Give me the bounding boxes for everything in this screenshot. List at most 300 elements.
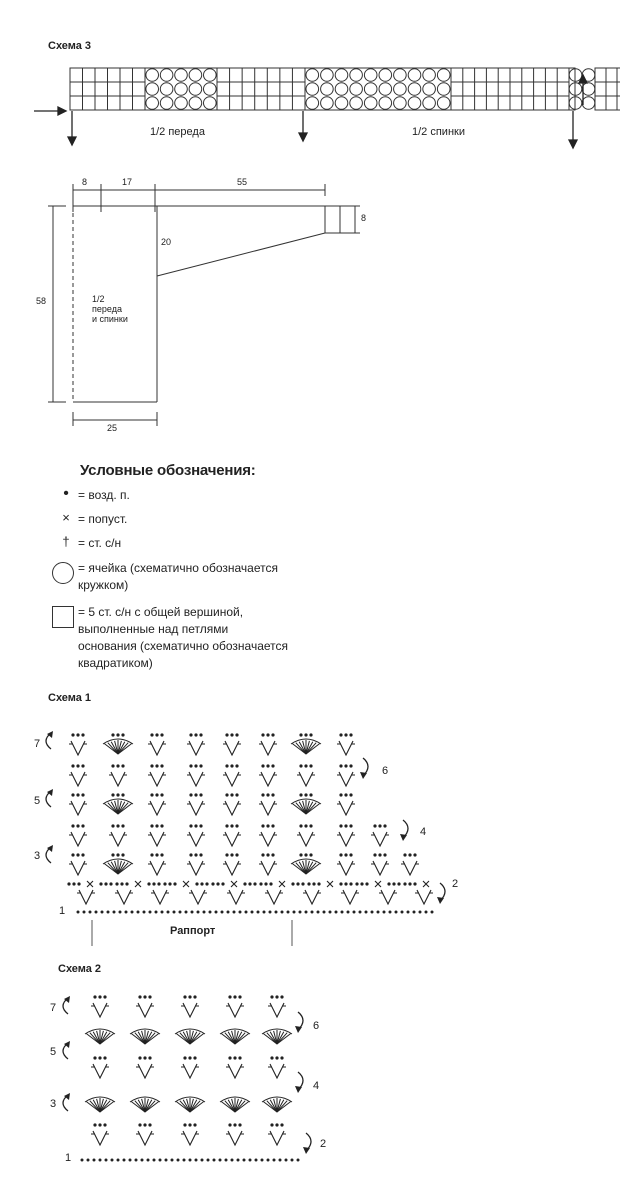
chain-dot-icon bbox=[304, 793, 307, 796]
chain-dot-icon bbox=[159, 1159, 162, 1162]
chain-dot-icon bbox=[155, 853, 158, 856]
mesh-cell-icon bbox=[175, 97, 188, 110]
chain-dot-icon bbox=[147, 1159, 150, 1162]
chain-dot-icon bbox=[143, 911, 146, 914]
chain-dot-icon bbox=[365, 911, 368, 914]
v-stitch-icon bbox=[111, 832, 125, 846]
chain-dot-icon bbox=[221, 882, 224, 885]
chain-dot-icon bbox=[205, 882, 208, 885]
mesh-cell-icon bbox=[189, 69, 202, 82]
chain-dot-icon bbox=[98, 1123, 101, 1126]
chain-dot-icon bbox=[401, 911, 404, 914]
scheme1-row-5: 5 bbox=[34, 795, 41, 807]
cluster-block bbox=[217, 68, 305, 110]
chain-dot-icon bbox=[230, 793, 233, 796]
chain-dot-icon bbox=[266, 793, 269, 796]
mesh-cell-icon bbox=[379, 83, 392, 96]
chain-dot-icon bbox=[309, 733, 312, 736]
chain-dot-icon bbox=[230, 733, 233, 736]
chain-dot-icon bbox=[111, 764, 114, 767]
chain-dot-icon bbox=[297, 1159, 300, 1162]
chain-dot-icon bbox=[378, 824, 381, 827]
mesh-cell-icon bbox=[146, 97, 159, 110]
chain-dot-icon bbox=[188, 1123, 191, 1126]
chain-dot-icon bbox=[344, 853, 347, 856]
chain-dot-icon bbox=[281, 911, 284, 914]
chain-dot-icon bbox=[150, 733, 153, 736]
chain-dot-icon bbox=[209, 911, 212, 914]
chain-dot-icon bbox=[219, 1159, 222, 1162]
chain-dot-icon bbox=[225, 764, 228, 767]
chain-dot-icon bbox=[273, 1159, 276, 1162]
chain-dot-icon bbox=[261, 733, 264, 736]
chain-dot-icon bbox=[249, 1159, 252, 1162]
chain-dot-icon bbox=[99, 1159, 102, 1162]
chain-dot-icon bbox=[360, 882, 363, 885]
chain-dot-icon bbox=[113, 911, 116, 914]
v-stitch-icon bbox=[150, 861, 164, 875]
chain-dot-icon bbox=[239, 911, 242, 914]
chain-dot-icon bbox=[408, 882, 411, 885]
scheme3-arrows bbox=[34, 75, 587, 148]
chain-dot-icon bbox=[183, 1056, 186, 1059]
dim-width: 25 bbox=[107, 423, 118, 433]
cross-icon bbox=[279, 881, 285, 887]
chain-dot-icon bbox=[77, 911, 80, 914]
chain-dot-icon bbox=[304, 733, 307, 736]
chain-dot-icon bbox=[116, 793, 119, 796]
legend-title: Условные обозначения: bbox=[80, 462, 256, 479]
chain-dot-icon bbox=[155, 733, 158, 736]
mesh-cell-icon bbox=[350, 83, 363, 96]
chain-dot-icon bbox=[261, 793, 264, 796]
v-stitch-icon bbox=[228, 1064, 242, 1078]
chain-dot-icon bbox=[233, 995, 236, 998]
chain-dot-icon bbox=[160, 824, 163, 827]
chain-dot-icon bbox=[235, 764, 238, 767]
chain-dot-icon bbox=[199, 733, 202, 736]
chain-dot-icon bbox=[269, 882, 272, 885]
chain-dot-icon bbox=[173, 911, 176, 914]
dim-top-1: 8 bbox=[82, 177, 88, 187]
chain-dot-icon bbox=[275, 911, 278, 914]
chain-dot-icon bbox=[425, 911, 428, 914]
chain-dot-icon bbox=[76, 764, 79, 767]
chain-dot-icon bbox=[120, 882, 123, 885]
chain-dot-icon bbox=[291, 1159, 294, 1162]
scheme1-chart bbox=[46, 731, 445, 946]
square-icon bbox=[52, 606, 74, 628]
v-stitch-icon bbox=[270, 1003, 284, 1017]
v-stitch-icon bbox=[93, 1064, 107, 1078]
v-stitch-icon bbox=[150, 801, 164, 815]
chain-dot-icon bbox=[119, 911, 122, 914]
scheme1-row-4: 4 bbox=[420, 826, 427, 838]
chain-dot-icon bbox=[155, 911, 158, 914]
chain-dot-icon bbox=[168, 882, 171, 885]
chain-dot-icon bbox=[267, 1159, 270, 1162]
arrow-down-icon bbox=[299, 133, 307, 141]
mesh-cell-icon bbox=[423, 97, 436, 110]
chain-dot-icon bbox=[194, 793, 197, 796]
mesh-cell-icon bbox=[379, 69, 392, 82]
chain-dot-icon bbox=[261, 824, 264, 827]
mesh-cell-icon bbox=[204, 69, 217, 82]
v-stitch-icon bbox=[225, 832, 239, 846]
arrow-down-icon bbox=[68, 137, 76, 145]
chain-dot-icon bbox=[152, 882, 155, 885]
scheme3-title: Схема 3 bbox=[48, 40, 92, 52]
chain-dot-icon bbox=[339, 882, 342, 885]
chain-dot-icon bbox=[261, 853, 264, 856]
chain-dot-icon bbox=[305, 911, 308, 914]
v-stitch-icon bbox=[183, 1003, 197, 1017]
chain-dot-icon bbox=[225, 733, 228, 736]
chain-dot-icon bbox=[275, 1056, 278, 1059]
chain-dot-icon bbox=[377, 911, 380, 914]
v-stitch-icon bbox=[225, 741, 239, 755]
chain-dot-icon bbox=[359, 911, 362, 914]
chain-dot-icon bbox=[227, 911, 230, 914]
chain-dot-icon bbox=[148, 995, 151, 998]
chain-dot-icon bbox=[150, 824, 153, 827]
chain-dot-icon bbox=[257, 911, 260, 914]
mesh-cell-icon bbox=[423, 83, 436, 96]
repeat-label: Раппорт bbox=[170, 925, 216, 937]
v-stitch-icon bbox=[150, 832, 164, 846]
chain-dot-icon bbox=[81, 764, 84, 767]
chain-dot-icon bbox=[116, 764, 119, 767]
dim-height: 58 bbox=[36, 296, 47, 306]
chain-dot-icon bbox=[233, 911, 236, 914]
cross-icon bbox=[135, 881, 141, 887]
chain-dot-icon bbox=[143, 1056, 146, 1059]
mesh-cell-icon bbox=[423, 69, 436, 82]
v-stitch-icon bbox=[339, 801, 353, 815]
v-stitch-icon bbox=[138, 1003, 152, 1017]
chain-dot-icon bbox=[143, 995, 146, 998]
chain-dot-icon bbox=[299, 764, 302, 767]
mesh-cell-icon bbox=[175, 83, 188, 96]
chain-dot-icon bbox=[304, 764, 307, 767]
mesh-cell-icon bbox=[437, 69, 450, 82]
chain-dot-icon bbox=[77, 882, 80, 885]
v-stitch-icon bbox=[343, 890, 357, 904]
v-stitch-icon bbox=[111, 772, 125, 786]
v-stitch-icon bbox=[299, 772, 313, 786]
chain-dot-icon bbox=[83, 911, 86, 914]
chain-dot-icon bbox=[189, 733, 192, 736]
chain-dot-icon bbox=[235, 824, 238, 827]
chain-dot-icon bbox=[201, 1159, 204, 1162]
chain-dot-icon bbox=[148, 1123, 151, 1126]
chain-dot-icon bbox=[383, 853, 386, 856]
v-stitch-icon bbox=[138, 1131, 152, 1145]
chain-dot-icon bbox=[389, 911, 392, 914]
chain-dot-icon bbox=[339, 853, 342, 856]
scheme2-row-2: 2 bbox=[320, 1138, 327, 1150]
dot-icon: • bbox=[63, 485, 69, 502]
chain-dot-icon bbox=[199, 793, 202, 796]
chain-dot-icon bbox=[339, 824, 342, 827]
chain-dot-icon bbox=[419, 911, 422, 914]
chain-dot-icon bbox=[225, 793, 228, 796]
scheme1-title: Схема 1 bbox=[48, 692, 92, 704]
chain-dot-icon bbox=[115, 882, 118, 885]
chain-dot-icon bbox=[263, 911, 266, 914]
chain-dot-icon bbox=[189, 824, 192, 827]
dim-sleeve: 20 bbox=[161, 237, 172, 247]
chain-dot-icon bbox=[93, 1123, 96, 1126]
cluster-block bbox=[595, 68, 620, 110]
chain-dot-icon bbox=[230, 764, 233, 767]
chain-dot-icon bbox=[413, 853, 416, 856]
mesh-cell-icon bbox=[582, 97, 595, 110]
chain-dot-icon bbox=[387, 882, 390, 885]
scheme2-chart bbox=[63, 995, 311, 1161]
chain-dot-icon bbox=[71, 764, 74, 767]
mesh-cell-icon bbox=[408, 83, 421, 96]
chain-dot-icon bbox=[261, 764, 264, 767]
v-stitch-icon bbox=[71, 772, 85, 786]
chain-dot-icon bbox=[383, 911, 386, 914]
chain-dot-icon bbox=[280, 995, 283, 998]
chain-dot-icon bbox=[149, 911, 152, 914]
chain-dot-icon bbox=[228, 1056, 231, 1059]
scheme2-row-4: 4 bbox=[313, 1080, 320, 1092]
v-stitch-icon bbox=[138, 1064, 152, 1078]
chain-dot-icon bbox=[101, 911, 104, 914]
chain-dot-icon bbox=[138, 1056, 141, 1059]
chain-dot-icon bbox=[138, 1123, 141, 1126]
chain-dot-icon bbox=[373, 853, 376, 856]
cross-icon bbox=[87, 881, 93, 887]
chain-dot-icon bbox=[93, 1056, 96, 1059]
scheme2-row-5: 5 bbox=[50, 1046, 57, 1058]
v-stitch-icon bbox=[261, 861, 275, 875]
chain-dot-icon bbox=[81, 1159, 84, 1162]
chain-dot-icon bbox=[93, 1159, 96, 1162]
chain-dot-icon bbox=[189, 853, 192, 856]
chain-dot-icon bbox=[317, 911, 320, 914]
chain-dot-icon bbox=[245, 911, 248, 914]
chain-dot-icon bbox=[215, 911, 218, 914]
v-stitch-icon bbox=[228, 1003, 242, 1017]
chain-dot-icon bbox=[183, 995, 186, 998]
chain-dot-icon bbox=[179, 911, 182, 914]
mesh-cell-icon bbox=[335, 83, 348, 96]
chain-dot-icon bbox=[233, 1056, 236, 1059]
chain-dot-icon bbox=[150, 853, 153, 856]
chain-dot-icon bbox=[177, 1159, 180, 1162]
chain-dot-icon bbox=[238, 1056, 241, 1059]
chain-dot-icon bbox=[193, 995, 196, 998]
scheme2-row-1: 1 bbox=[65, 1152, 72, 1164]
piece-label: 1/2 переда и спинки bbox=[92, 294, 128, 324]
v-stitch-icon bbox=[261, 832, 275, 846]
chain-dot-icon bbox=[365, 882, 368, 885]
arrow-right-icon bbox=[58, 107, 66, 115]
mesh-cell-icon bbox=[335, 69, 348, 82]
chain-dot-icon bbox=[237, 1159, 240, 1162]
cross-icon bbox=[231, 881, 237, 887]
chain-dot-icon bbox=[275, 995, 278, 998]
chain-dot-icon bbox=[248, 882, 251, 885]
dim-right: 8 bbox=[361, 213, 367, 223]
chain-dot-icon bbox=[253, 882, 256, 885]
chain-dot-icon bbox=[228, 1123, 231, 1126]
chain-dot-icon bbox=[103, 1123, 106, 1126]
cross-icon bbox=[183, 881, 189, 887]
scheme1-row-1: 1 bbox=[59, 905, 66, 917]
chain-dot-icon bbox=[194, 764, 197, 767]
chain-dot-icon bbox=[349, 882, 352, 885]
chain-dot-icon bbox=[299, 824, 302, 827]
v-stitch-icon bbox=[373, 832, 387, 846]
chain-dot-icon bbox=[189, 764, 192, 767]
chain-dot-icon bbox=[194, 733, 197, 736]
scheme1-row-3: 3 bbox=[34, 850, 41, 862]
chain-dot-icon bbox=[255, 1159, 258, 1162]
mesh-cell-icon bbox=[364, 69, 377, 82]
scheme1-row-2: 2 bbox=[452, 878, 459, 890]
mesh-cell-icon bbox=[321, 69, 334, 82]
chain-dot-icon bbox=[76, 733, 79, 736]
v-stitch-icon bbox=[117, 890, 131, 904]
chain-dot-icon bbox=[221, 911, 224, 914]
mesh-cell-icon bbox=[175, 69, 188, 82]
chain-dot-icon bbox=[299, 853, 302, 856]
chain-dot-icon bbox=[349, 764, 352, 767]
chain-dot-icon bbox=[116, 853, 119, 856]
chain-dot-icon bbox=[413, 882, 416, 885]
chain-dot-icon bbox=[225, 1159, 228, 1162]
chain-dot-icon bbox=[189, 1159, 192, 1162]
chain-dot-icon bbox=[155, 824, 158, 827]
mesh-cell-icon bbox=[335, 97, 348, 110]
chain-dot-icon bbox=[129, 1159, 132, 1162]
chain-dot-icon bbox=[131, 911, 134, 914]
chain-dot-icon bbox=[349, 853, 352, 856]
chain-dot-icon bbox=[161, 911, 164, 914]
chain-dot-icon bbox=[160, 853, 163, 856]
chain-dot-icon bbox=[230, 824, 233, 827]
chain-dot-icon bbox=[271, 793, 274, 796]
v-stitch-icon bbox=[150, 772, 164, 786]
chain-dot-icon bbox=[99, 882, 102, 885]
chain-dot-icon bbox=[188, 995, 191, 998]
v-stitch-icon bbox=[339, 832, 353, 846]
chain-dot-icon bbox=[407, 911, 410, 914]
mesh-cell-icon bbox=[364, 83, 377, 96]
chain-dot-icon bbox=[323, 911, 326, 914]
mesh-cell-icon bbox=[582, 83, 595, 96]
chain-dot-icon bbox=[371, 911, 374, 914]
chain-dot-icon bbox=[266, 824, 269, 827]
v-stitch-icon bbox=[71, 861, 85, 875]
chain-dot-icon bbox=[148, 1056, 151, 1059]
mesh-cell-icon bbox=[379, 97, 392, 110]
v-stitch-icon bbox=[339, 772, 353, 786]
chain-dot-icon bbox=[339, 793, 342, 796]
v-stitch-icon bbox=[189, 861, 203, 875]
chain-dot-icon bbox=[121, 733, 124, 736]
chain-dot-icon bbox=[344, 764, 347, 767]
cross-icon: × bbox=[62, 510, 70, 525]
chain-dot-icon bbox=[216, 882, 219, 885]
mesh-cell-icon bbox=[160, 97, 173, 110]
chain-dot-icon bbox=[81, 793, 84, 796]
chain-dot-icon bbox=[279, 1159, 282, 1162]
v-stitch-icon bbox=[403, 861, 417, 875]
chain-dot-icon bbox=[309, 853, 312, 856]
chain-dot-icon bbox=[93, 995, 96, 998]
chain-dot-icon bbox=[299, 911, 302, 914]
chain-dot-icon bbox=[121, 853, 124, 856]
chain-dot-icon bbox=[71, 733, 74, 736]
v-stitch-icon bbox=[189, 772, 203, 786]
chain-dot-icon bbox=[349, 733, 352, 736]
chain-dot-icon bbox=[230, 853, 233, 856]
chain-dot-icon bbox=[291, 882, 294, 885]
chain-dot-icon bbox=[76, 853, 79, 856]
chain-dot-icon bbox=[344, 793, 347, 796]
v-stitch-icon bbox=[93, 1131, 107, 1145]
chain-dot-icon bbox=[339, 764, 342, 767]
chain-dot-icon bbox=[243, 1159, 246, 1162]
chain-dot-icon bbox=[188, 1056, 191, 1059]
scheme2-title: Схема 2 bbox=[58, 963, 102, 975]
v-stitch-icon bbox=[417, 890, 431, 904]
chain-dot-icon bbox=[270, 995, 273, 998]
chain-dot-icon bbox=[304, 824, 307, 827]
chain-dot-icon bbox=[195, 882, 198, 885]
chain-dot-icon bbox=[160, 793, 163, 796]
chain-dot-icon bbox=[270, 1123, 273, 1126]
chain-dot-icon bbox=[183, 1123, 186, 1126]
chain-dot-icon bbox=[173, 882, 176, 885]
chain-dot-icon bbox=[285, 1159, 288, 1162]
chain-dot-icon bbox=[116, 824, 119, 827]
chain-dot-icon bbox=[141, 1159, 144, 1162]
chain-dot-icon bbox=[225, 824, 228, 827]
chain-dot-icon bbox=[147, 882, 150, 885]
chain-dot-icon bbox=[199, 764, 202, 767]
chain-dot-icon bbox=[280, 1123, 283, 1126]
chain-dot-icon bbox=[194, 824, 197, 827]
chain-dot-icon bbox=[111, 733, 114, 736]
chain-dot-icon bbox=[259, 882, 262, 885]
chain-dot-icon bbox=[228, 995, 231, 998]
mesh-cell-icon bbox=[146, 69, 159, 82]
chain-dot-icon bbox=[138, 995, 141, 998]
chain-dot-icon bbox=[185, 911, 188, 914]
chain-dot-icon bbox=[269, 911, 272, 914]
chain-dot-icon bbox=[403, 853, 406, 856]
chain-dot-icon bbox=[213, 1159, 216, 1162]
mesh-cell-icon bbox=[321, 83, 334, 96]
chain-dot-icon bbox=[235, 733, 238, 736]
dagger-icon: † bbox=[62, 534, 70, 549]
scheme1-row-6: 6 bbox=[382, 765, 389, 777]
chain-dot-icon bbox=[347, 911, 350, 914]
scheme3-strip bbox=[70, 68, 620, 110]
mesh-cell-icon bbox=[306, 97, 319, 110]
chain-dot-icon bbox=[235, 853, 238, 856]
chain-dot-icon bbox=[72, 882, 75, 885]
v-stitch-icon bbox=[299, 832, 313, 846]
chain-dot-icon bbox=[264, 882, 267, 885]
